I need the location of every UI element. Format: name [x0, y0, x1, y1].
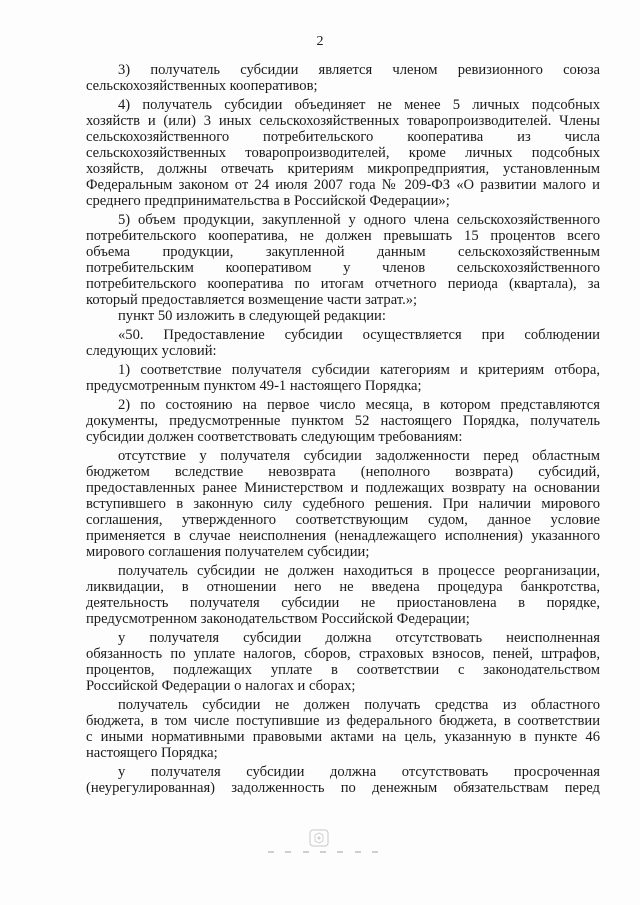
text-line: вступившего в законную силу судебного решения. При наличии мирового — [86, 496, 600, 512]
text-line: предусмотренным пунктом 49-1 настоящего Порядка; — [86, 378, 422, 394]
text-line: сельскохозяйственных кооперативов; — [86, 78, 318, 94]
text-line: у получателя субсидии должна отсутствовать просроченная — [118, 764, 600, 780]
text-line: 4) получатель субсидии объединяет не менее 5 личных подсобных — [118, 97, 600, 113]
text-line: пункт 50 изложить в следующей редакции: — [118, 308, 386, 324]
text-line: 3) получатель субсидии является членом ревизионного союза — [118, 62, 600, 78]
page-number: 2 — [316, 34, 324, 49]
text-line: бюджета, в том числе поступившие из федерального бюджета, в соответствии — [86, 713, 600, 729]
text-line: отсутствие у получателя субсидии задолженности перед областным — [118, 448, 600, 464]
text-line: хозяйств и (или) 3 иных сельскохозяйственных товаропроизводителей. Члены — [86, 113, 600, 129]
text-line: бюджетом вследствие невозврата (неполного возврата) субсидий, — [86, 464, 600, 480]
faint-marks — [268, 850, 378, 854]
text-line: 1) соответствие получателя субсидии категориям и критериям отбора, — [118, 362, 600, 378]
text-line: у получателя субсидии должна отсутствовать неисполненная — [118, 630, 600, 646]
text-line: «50. Предоставление субсидии осуществляется при соблюдении — [118, 327, 600, 343]
text-line: потребительским кооперативом у членов сельскохозяйственного — [86, 260, 600, 276]
text-line: сельскохозяйственного потребительского кооператива из числа — [86, 129, 600, 145]
text-line: Федеральным законом от 24 июля 2007 года № 209-ФЗ «О развитии малого и — [86, 177, 600, 193]
text-line: потребительского кооператива, не должен превышать 15 процентов всего — [86, 228, 600, 244]
document-body — [86, 62, 600, 796]
seal-stamp-icon — [308, 828, 330, 848]
text-line: получатель субсидии не должен находиться в процессе реорганизации, — [118, 563, 600, 579]
text-line: настоящего Порядка; — [86, 745, 218, 761]
text-line: который предоставляется возмещение части затрат.»; — [86, 292, 418, 308]
text-line: процентов, подлежащих уплате в соответствии с законодательством — [86, 662, 600, 678]
text-line: субсидии должен соответствовать следующим требованиям: — [86, 429, 463, 445]
text-line: ликвидации, в отношении него не введена процедура банкротства, — [86, 579, 600, 595]
text-line: обязанность по уплате налогов, сборов, страховых взносов, пеней, штрафов, — [86, 646, 600, 662]
text-line: сельскохозяйственных товаропроизводителей, кроме личных подсобных — [86, 145, 600, 161]
text-line: 2) по состоянию на первое число месяца, в котором представляются — [118, 397, 600, 413]
text-line: предусмотренном законодательством Российской Федерации; — [86, 611, 470, 627]
text-line: (неурегулированная) задолженность по денежным обязательствам перед — [86, 780, 600, 796]
text-line: 5) объем продукции, закупленной у одного члена сельскохозяйственного — [118, 212, 600, 228]
text-line: Российской Федерации о налогах и сборах; — [86, 678, 356, 694]
text-line: следующих условий: — [86, 343, 217, 359]
text-line: среднего предпринимательства в Российской Федерации»; — [86, 193, 450, 209]
text-line: с иными нормативными правовыми актами на цель, указанную в пункте 46 — [86, 729, 600, 745]
text-line: хозяйств, должны отвечать критериям микропредприятия, установленным — [86, 161, 600, 177]
text-line: получатель субсидии не должен получать средства из областного — [118, 697, 600, 713]
text-line: деятельность получателя субсидии не приостановлена в порядке, — [86, 595, 600, 611]
text-line: потребительского кооператива по итогам отчетного периода (квартала), за — [86, 276, 600, 292]
text-line: предоставленных ранее Министерством и подлежащих возврату на основании — [86, 480, 600, 496]
text-line: объема продукции, закупленной данным сельскохозяйственным — [86, 244, 600, 260]
text-line: применяется в случае неисполнения (ненадлежащего исполнения) указанного — [86, 528, 600, 544]
text-line: мирового соглашения получателем субсидии; — [86, 544, 370, 560]
text-line: документы, предусмотренные пунктом 52 настоящего Порядка, получатель — [86, 413, 600, 429]
text-line: соглашения, утвержденного соответствующим судом, данное условие — [86, 512, 600, 528]
